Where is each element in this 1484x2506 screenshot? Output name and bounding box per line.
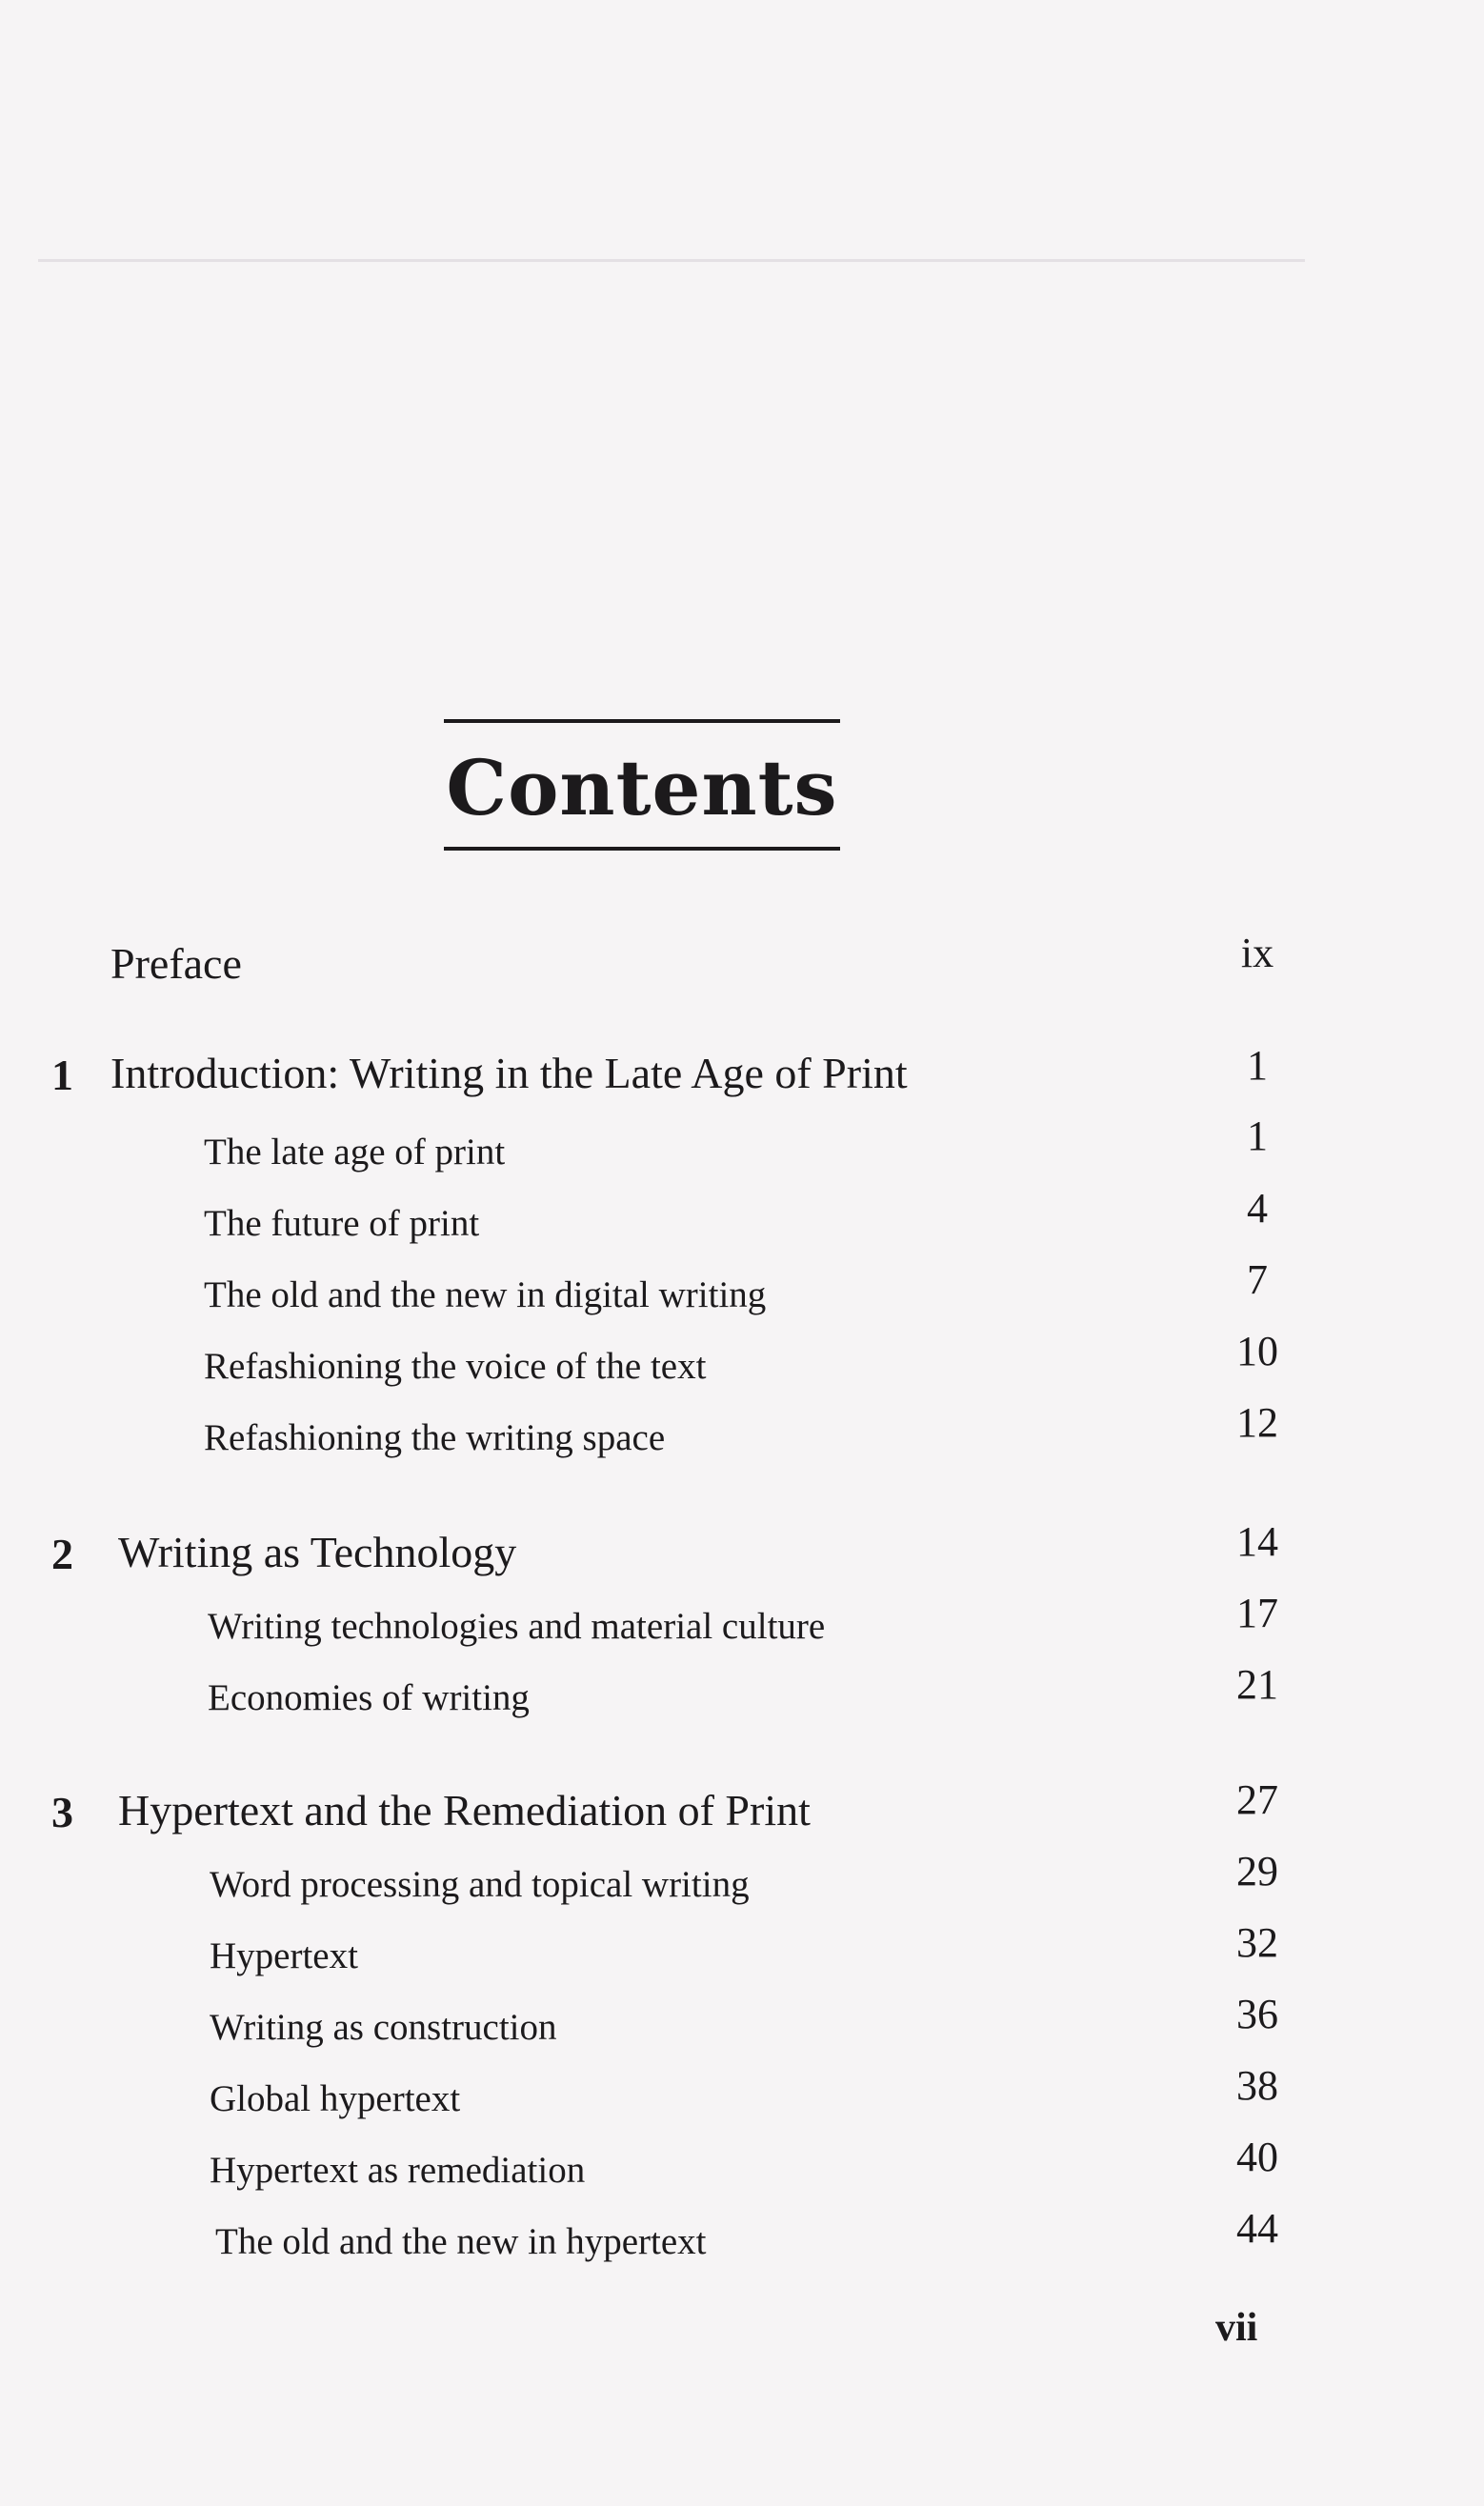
section-page: 21 (1236, 1661, 1278, 1708)
section-page: 4 (1247, 1185, 1268, 1232)
section-page: 1 (1247, 1113, 1268, 1159)
page-title: Contents (446, 743, 838, 832)
heading-bottom-rule (444, 847, 840, 851)
section-title: Writing technologies and material culture (208, 1606, 826, 1647)
contents-heading-block (444, 719, 840, 851)
chapter-page: 27 (1236, 1776, 1278, 1823)
preface-page: ix (1240, 930, 1274, 976)
section-title: Writing as construction (210, 2007, 557, 2048)
section-page: 36 (1236, 1991, 1278, 2037)
chapter-page: 14 (1236, 1518, 1278, 1565)
section-title: Refashioning the writing space (204, 1417, 666, 1458)
chapter-page: 1 (1247, 1042, 1268, 1089)
section-page: 29 (1236, 1848, 1278, 1895)
section-title: Global hypertext (210, 2078, 461, 2119)
show-through-rule (38, 259, 1305, 262)
section-title: The late age of print (204, 1132, 506, 1173)
section-title: Word processing and topical writing (210, 1864, 750, 1905)
section-page: 44 (1236, 2205, 1278, 2252)
section-page: 38 (1236, 2062, 1278, 2109)
section-title: The future of print (204, 1203, 480, 1244)
section-title: Hypertext (210, 1935, 358, 1976)
page-folio: vii (1215, 2306, 1258, 2350)
chapter-number: 3 (51, 1788, 73, 1836)
section-page: 10 (1236, 1328, 1278, 1374)
section-page: 7 (1247, 1256, 1268, 1303)
section-title: The old and the new in digital writing (204, 1274, 767, 1315)
section-page: 12 (1236, 1399, 1278, 1446)
chapter-title: Introduction: Writing in the Late Age of Print (110, 1049, 908, 1097)
section-page: 32 (1236, 1919, 1278, 1966)
section-title: Hypertext as remediation (210, 2150, 586, 2191)
preface-title: Preface (110, 939, 242, 988)
section-title: Economies of writing (208, 1677, 530, 1718)
section-page: 17 (1236, 1590, 1278, 1636)
chapter-title: Hypertext and the Remediation of Print (118, 1786, 811, 1834)
chapter-number: 2 (51, 1530, 73, 1578)
chapter-title: Writing as Technology (118, 1528, 517, 1576)
chapter-number: 1 (51, 1051, 73, 1099)
section-title: The old and the new in hypertext (215, 2221, 707, 2262)
section-title: Refashioning the voice of the text (204, 1346, 707, 1387)
section-page: 40 (1236, 2134, 1278, 2180)
